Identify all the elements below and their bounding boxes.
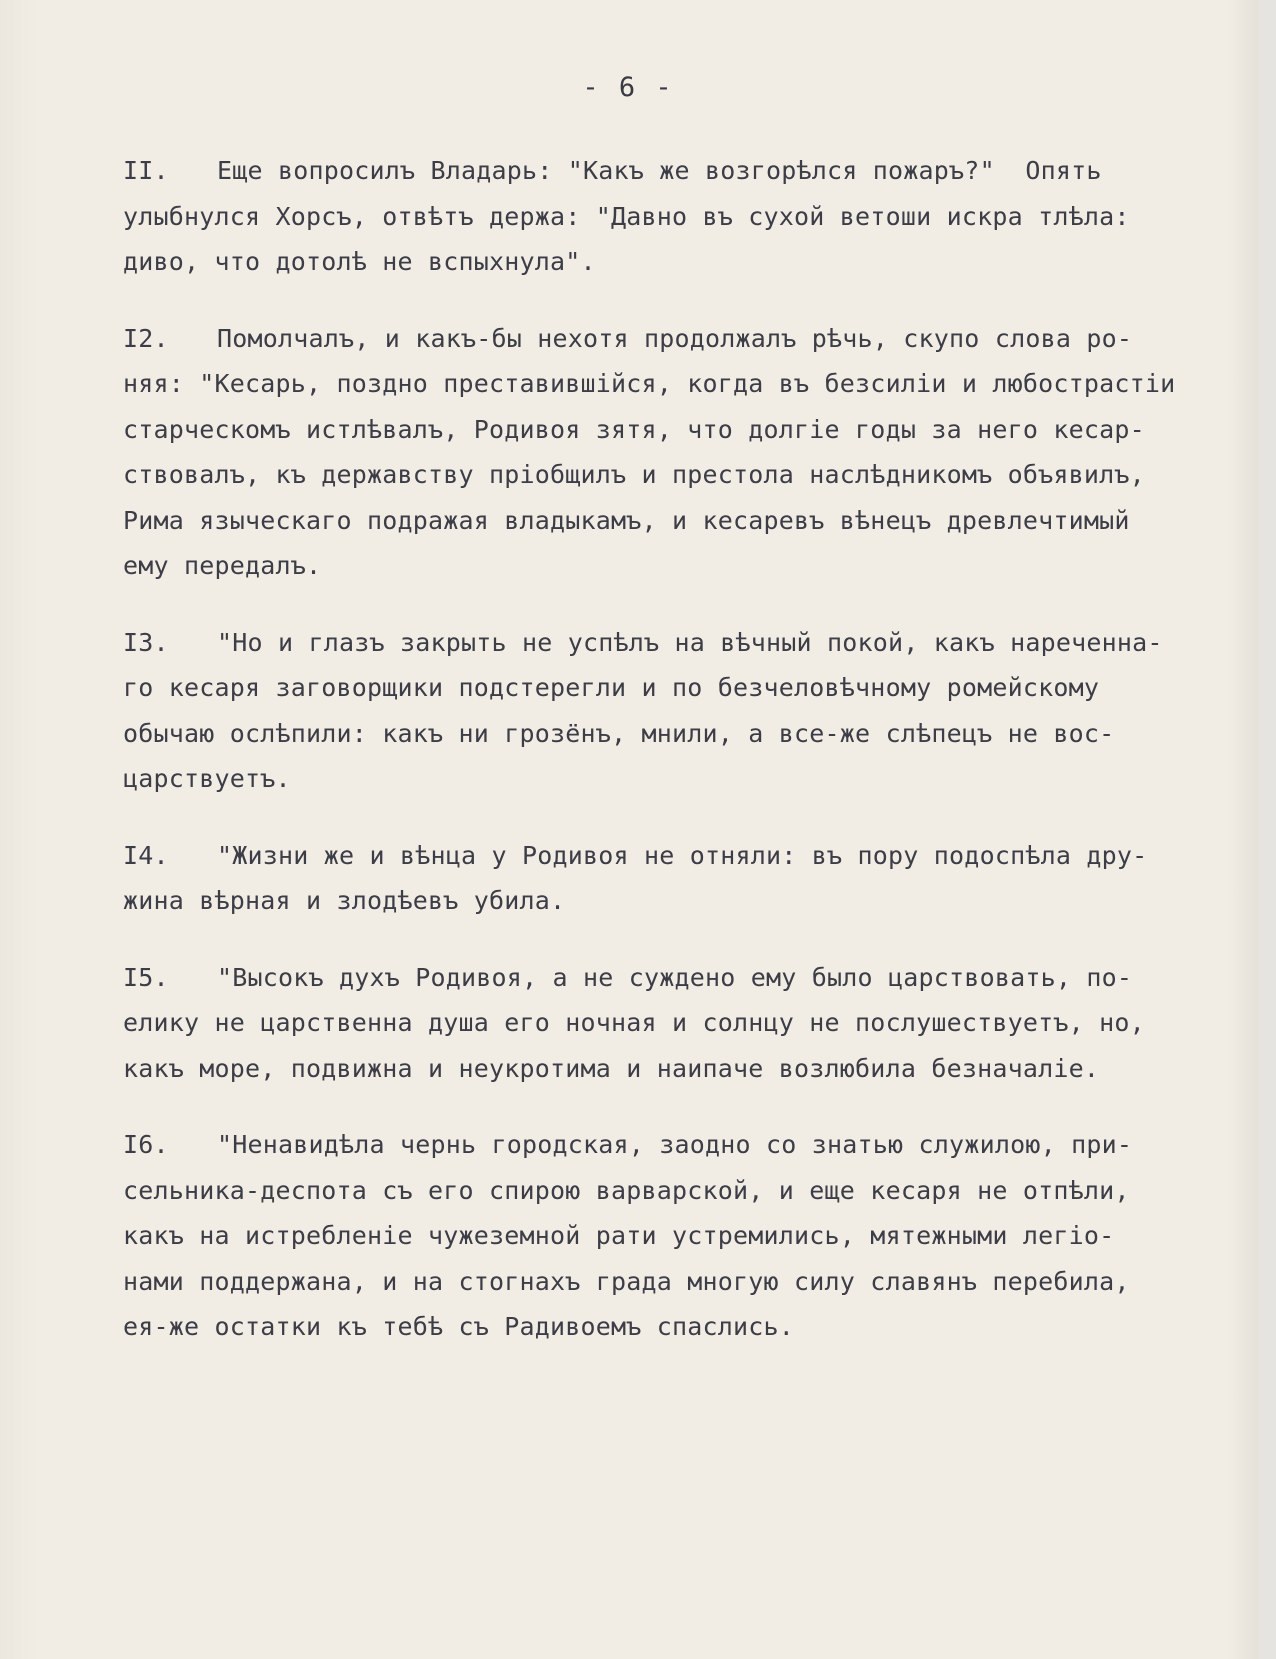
text-line [123, 756, 1263, 802]
line-text: улыбнулся Хорсъ, отвѣтъ держа: "Давно въ сухой ветоши искра тлѣла: [123, 201, 1130, 231]
line-text: сельника-деспота съ его спирою варварской, и еще кесаря не отпѣли, [123, 1175, 1130, 1205]
text-line [123, 148, 1263, 194]
text-line [123, 620, 1263, 666]
paragraph [123, 1122, 1263, 1350]
text-line [123, 955, 1263, 1001]
text-line [123, 833, 1263, 879]
line-text: жина вѣрная и злодѣевъ убила. [123, 886, 566, 915]
line-text: "Ненавидѣла чернь городская, заодно со знатью служилою, при- [217, 1130, 1133, 1159]
line-text: елику не царственна душа его ночная и солнцу не послушествуетъ, но, [123, 1008, 1145, 1037]
paragraph [123, 955, 1263, 1092]
text-line [123, 1046, 1263, 1092]
text-line [123, 316, 1263, 362]
text-line [123, 1259, 1263, 1305]
line-text: Помолчалъ, и какъ-бы нехотя продолжалъ рѣчь, скупо слова ро- [217, 323, 1133, 353]
text-line [123, 452, 1263, 498]
line-text: Еще вопросилъ Владарь: "Какъ же возгорѣлся пожаръ?" Опять [217, 156, 1102, 185]
line-text: какъ на истребленіе чужеземной рати устремились, мятежными легіо- [123, 1221, 1115, 1250]
text-line [123, 194, 1263, 240]
text-line [123, 1000, 1263, 1046]
line-text: обычаю ослѣпили: какъ ни грозёнъ, мнили, а все-же слѣпецъ не вос- [123, 718, 1115, 748]
text-line [123, 1168, 1263, 1214]
paragraph [123, 833, 1263, 924]
line-text: Рима языческаго подражая владыкамъ, и кесаревъ вѣнецъ древлечтимый [123, 505, 1130, 535]
line-text: ея-же остатки къ тебѣ съ Радивоемъ спаслись. [123, 1312, 795, 1341]
page-number: - 6 - [582, 72, 674, 103]
line-text: ему передалъ. [123, 551, 322, 580]
paragraph-number: I2. [123, 323, 169, 353]
line-text: няя: "Кесарь, поздно преставившійся, когда въ безсиліи и любострастіи [123, 369, 1176, 398]
line-text: ствовалъ, къ державству пріобщилъ и престола наслѣдникомъ объявилъ, [123, 460, 1145, 489]
paragraph-number: I3. [123, 627, 169, 657]
text-line [123, 1213, 1263, 1259]
paragraph [123, 620, 1263, 802]
line-text: "Но и глазъ закрыть не успѣлъ на вѣчный покой, какъ нареченна- [217, 627, 1163, 657]
line-text: какъ море, подвижна и неукротима и наипаче возлюбила безначаліе. [123, 1053, 1100, 1083]
line-text: нами поддержана, и на стогнахъ града многую силу славянъ перебила, [123, 1266, 1130, 1296]
text-line [123, 498, 1263, 544]
line-text: царствуетъ. [123, 764, 291, 793]
line-text: "Жизни же и вѣнца у Родивоя не отняли: въ пору подоспѣла дру- [217, 840, 1148, 870]
line-text: го кесаря заговорщики подстерегли и по безчеловѣчному ромейскому [123, 673, 1100, 702]
paragraph [123, 148, 1263, 285]
paragraph-number: II. [123, 156, 169, 185]
text-line [123, 711, 1263, 757]
text-line [123, 239, 1263, 285]
paragraph-number: I4. [123, 840, 169, 870]
text-line [123, 665, 1263, 711]
text-line [123, 407, 1263, 453]
text-line [123, 543, 1263, 589]
line-text: старческомъ истлѣвалъ, Родивоя зятя, что долгіе годы за него кесар- [123, 414, 1145, 444]
line-text: "Высокъ духъ Родивоя, а не суждено ему было царствовать, по- [217, 962, 1133, 992]
body-text [123, 148, 1263, 1381]
text-line [123, 1304, 1263, 1350]
line-text: диво, что дотолѣ не вспыхнула". [123, 247, 596, 276]
paragraph-number: I6. [123, 1130, 169, 1159]
text-line [123, 361, 1263, 407]
text-line [123, 878, 1263, 924]
paragraph-number: I5. [123, 962, 169, 992]
text-line [123, 1122, 1263, 1168]
paragraph [123, 316, 1263, 589]
